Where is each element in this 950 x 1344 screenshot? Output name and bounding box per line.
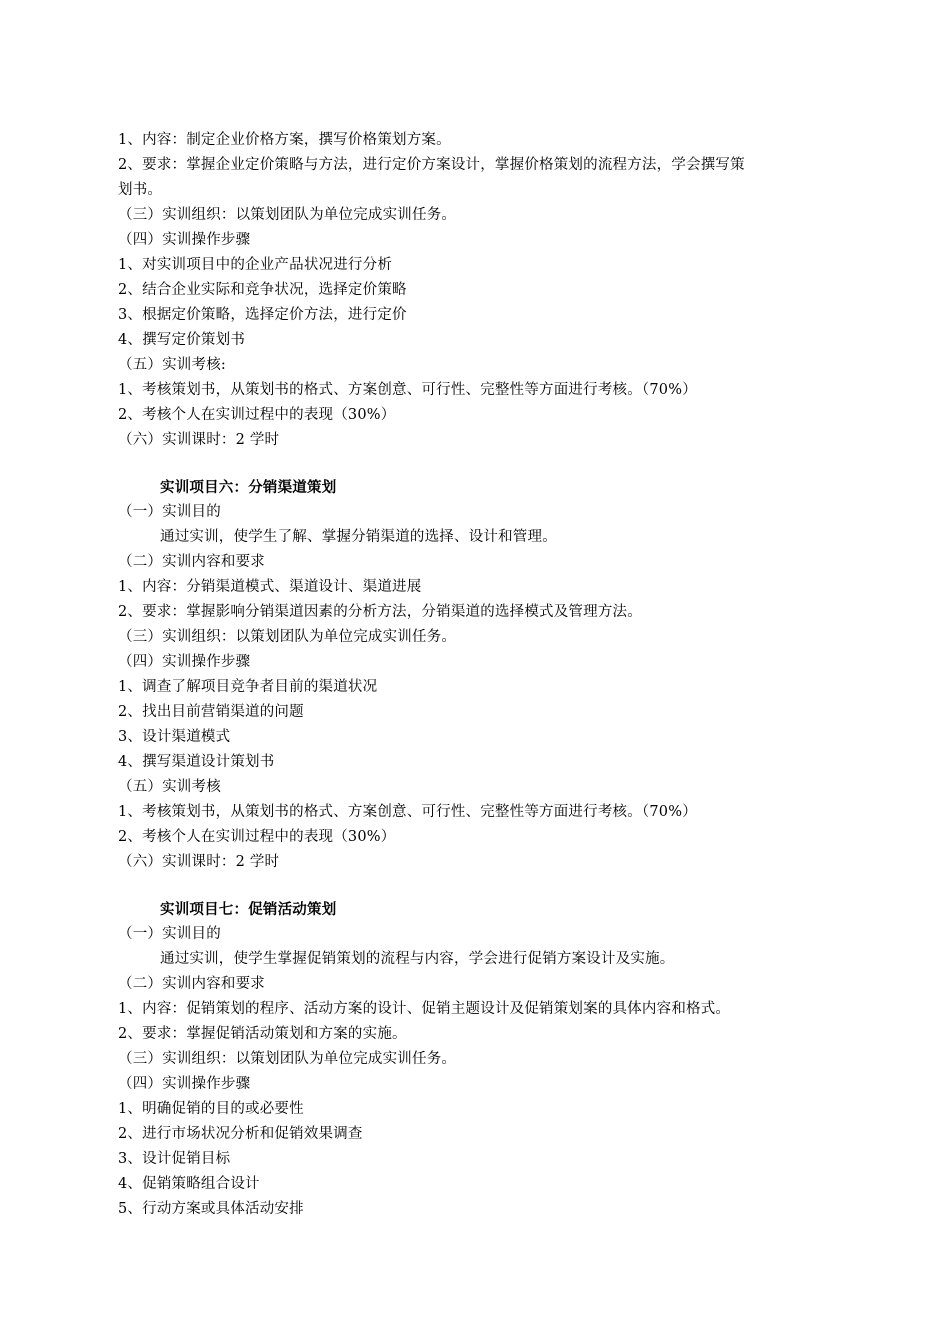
s6-content-title: （二）实训内容和要求 bbox=[118, 554, 265, 570]
s7-step: 3、设计促销目标 bbox=[118, 1151, 231, 1167]
s7-title: 实训项目七：促销活动策划 bbox=[160, 901, 337, 918]
s6-assessment-title: （五）实训考核 bbox=[118, 779, 221, 795]
s7-requirement: 2、要求：掌握促销活动策划和方案的实施。 bbox=[118, 1026, 407, 1042]
s6-assessment-item: 1、考核策划书，从策划书的格式、方案创意、可行性、完整性等方面进行考核。（70%） bbox=[118, 804, 697, 820]
s5-steps-title: （四）实训操作步骤 bbox=[118, 232, 251, 248]
s5-organization: （三）实训组织：以策划团队为单位完成实训任务。 bbox=[118, 207, 457, 223]
s7-content-title: （二）实训内容和要求 bbox=[118, 976, 265, 992]
s5-step: 4、撰写定价策划书 bbox=[118, 332, 246, 348]
s7-step: 4、促销策略组合设计 bbox=[118, 1176, 260, 1192]
s5-requirement-line1: 2、要求：掌握企业定价策略与方法，进行定价方案设计，掌握价格策划的流程方法，学会撰写策 bbox=[118, 157, 745, 173]
s6-step: 4、撰写渠道设计策划书 bbox=[118, 754, 275, 770]
s7-step: 2、进行市场状况分析和促销效果调查 bbox=[118, 1126, 363, 1142]
s7-step: 5、行动方案或具体活动安排 bbox=[118, 1201, 304, 1217]
s6-purpose-title: （一）实训目的 bbox=[118, 504, 221, 520]
s5-step: 1、对实训项目中的企业产品状况进行分析 bbox=[118, 257, 393, 273]
s5-assessment-item: 1、考核策划书，从策划书的格式、方案创意、可行性、完整性等方面进行考核。（70%） bbox=[118, 382, 697, 398]
s7-purpose-title: （一）实训目的 bbox=[118, 926, 221, 942]
s6-title: 实训项目六：分销渠道策划 bbox=[160, 479, 337, 496]
s7-content: 1、内容：促销策划的程序、活动方案的设计、促销主题设计及促销策划案的具体内容和格式。 bbox=[118, 1001, 731, 1017]
s6-requirement: 2、要求：掌握影响分销渠道因素的分析方法，分销渠道的选择模式及管理方法。 bbox=[118, 604, 642, 620]
s6-content: 1、内容：分销渠道模式、渠道设计、渠道进展 bbox=[118, 579, 422, 595]
s5-hours: （六）实训课时：2 学时 bbox=[118, 432, 280, 448]
s6-organization: （三）实训组织：以策划团队为单位完成实训任务。 bbox=[118, 629, 457, 645]
s6-steps-title: （四）实训操作步骤 bbox=[118, 654, 251, 670]
s5-assessment-item: 2、考核个人在实训过程中的表现（30%） bbox=[118, 407, 396, 423]
s6-step: 1、调查了解项目竞争者目前的渠道状况 bbox=[118, 679, 378, 695]
s5-step: 2、结合企业实际和竞争状况，选择定价策略 bbox=[118, 282, 407, 298]
s6-purpose: 通过实训，使学生了解、掌握分销渠道的选择、设计和管理。 bbox=[160, 529, 557, 545]
s7-steps-title: （四）实训操作步骤 bbox=[118, 1076, 251, 1092]
s7-organization: （三）实训组织：以策划团队为单位完成实训任务。 bbox=[118, 1051, 457, 1067]
s5-content: 1、内容：制定企业价格方案，撰写价格策划方案。 bbox=[118, 132, 451, 148]
s6-assessment-item: 2、考核个人在实训过程中的表现（30%） bbox=[118, 829, 396, 845]
s7-step: 1、明确促销的目的或必要性 bbox=[118, 1101, 304, 1117]
s5-requirement-line2: 划书。 bbox=[118, 182, 163, 198]
s7-purpose: 通过实训，使学生掌握促销策划的流程与内容，学会进行促销方案设计及实施。 bbox=[160, 951, 675, 967]
document-page bbox=[118, 128, 848, 1222]
s6-hours: （六）实训课时：2 学时 bbox=[118, 854, 280, 870]
s5-step: 3、根据定价策略，选择定价方法，进行定价 bbox=[118, 307, 407, 323]
s5-assessment-title: （五）实训考核: bbox=[118, 357, 226, 373]
s6-step: 2、找出目前营销渠道的问题 bbox=[118, 704, 304, 720]
s6-step: 3、设计渠道模式 bbox=[118, 729, 231, 745]
